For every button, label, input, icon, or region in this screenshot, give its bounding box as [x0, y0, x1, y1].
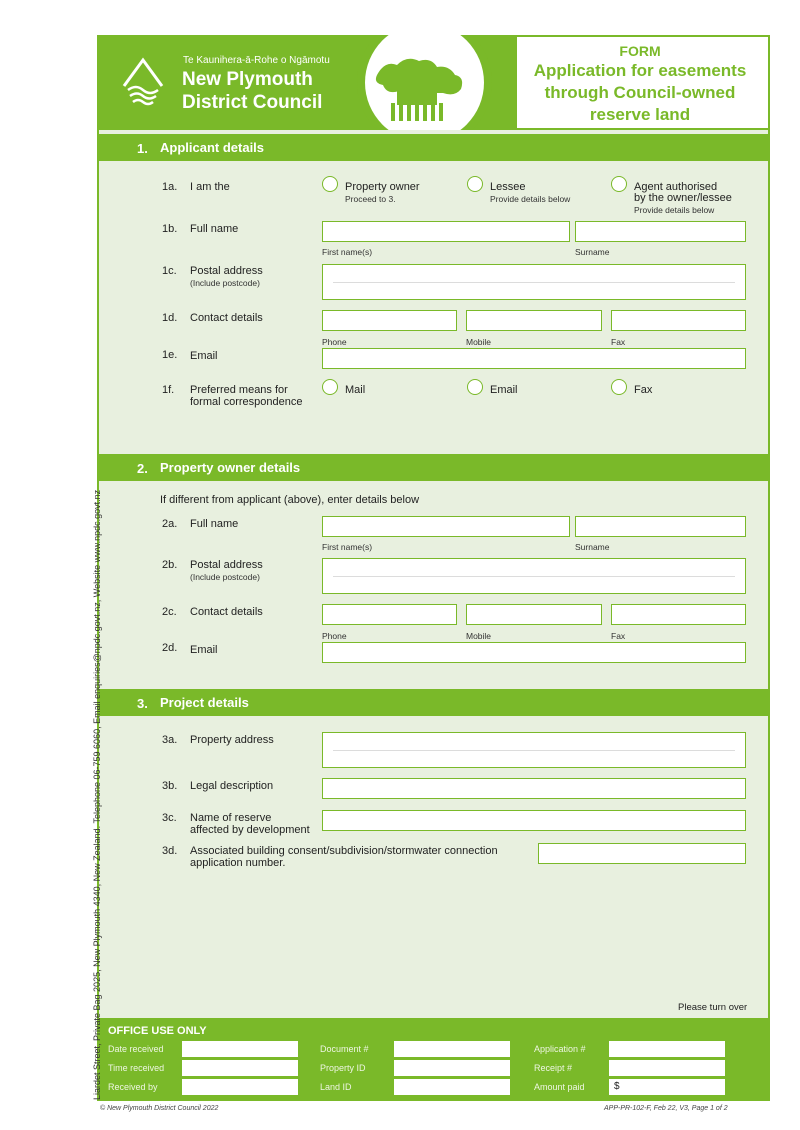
form-title-line3: reserve land — [589, 105, 691, 124]
option-email: Email — [490, 384, 518, 396]
application-number-input[interactable] — [609, 1041, 725, 1057]
applicant-first-name-input[interactable] — [322, 221, 570, 242]
radio-correspondence-mail[interactable] — [322, 379, 338, 395]
section-1-number: 1. — [137, 141, 148, 156]
q2a-number: 2a. — [162, 518, 178, 530]
owner-phone-input[interactable] — [322, 604, 457, 625]
section-1-bar — [97, 134, 770, 161]
q2d-label: Email — [190, 644, 218, 656]
option-agent-line2: by the owner/lessee — [634, 192, 732, 204]
form-label: FORM — [619, 43, 661, 59]
office-use-title: OFFICE USE ONLY — [108, 1025, 207, 1037]
mobile-caption: Mobile — [466, 337, 492, 347]
form-title — [520, 60, 760, 126]
radio-property-owner[interactable] — [322, 176, 338, 192]
amount-paid-input[interactable] — [609, 1079, 725, 1095]
q1c-label: Postal address — [190, 265, 263, 277]
radio-lessee[interactable] — [467, 176, 483, 192]
footer-copyright: © New Plymouth District Council 2022 — [100, 1105, 219, 1112]
q2c-number: 2c. — [162, 606, 177, 618]
received-by-input[interactable] — [182, 1079, 298, 1095]
property-id-label: Property ID — [320, 1063, 366, 1073]
property-address-input[interactable] — [322, 732, 746, 768]
received-by-label: Received by — [108, 1082, 158, 1092]
q2d-number: 2d. — [162, 642, 178, 654]
time-received-input[interactable] — [182, 1060, 298, 1076]
contact-sidebar-text: Liardet Street, Private Bag 2025, New Plymouth 4340, New Zealand. Telephone 06-759 6060, Email enquiries@npdc.govt.nz, Website www.npdc.govt.nz — [92, 489, 102, 1100]
turn-over-note: Please turn over — [678, 1002, 748, 1013]
q3d-label-line2: application number. — [190, 857, 286, 869]
applicant-postal-address-input[interactable] — [322, 264, 746, 300]
owner-fax-input[interactable] — [611, 604, 746, 625]
applicant-phone-input[interactable] — [322, 310, 457, 331]
option-property-owner-hint: Proceed to 3. — [345, 194, 396, 204]
council-name-line1: New Plymouth — [182, 69, 313, 90]
q3d-number: 3d. — [162, 845, 178, 857]
receipt-number-input[interactable] — [609, 1060, 725, 1076]
q1e-number: 1e. — [162, 349, 178, 361]
owner-mobile-caption: Mobile — [466, 631, 492, 641]
applicant-surname-input[interactable] — [575, 221, 746, 242]
tree-emblem — [357, 35, 492, 130]
q1d-label: Contact details — [190, 312, 263, 324]
option-mail: Mail — [345, 384, 366, 396]
time-received-label: Time received — [108, 1063, 165, 1073]
applicant-email-input[interactable] — [322, 348, 746, 369]
land-id-label: Land ID — [320, 1082, 352, 1092]
council-name — [182, 68, 322, 114]
owner-postal-address-input[interactable] — [322, 558, 746, 594]
option-agent-line1: Agent authorised — [634, 181, 718, 193]
consent-number-input[interactable] — [538, 843, 746, 864]
radio-agent[interactable] — [611, 176, 627, 192]
q1b-label: Full name — [190, 223, 239, 235]
option-fax: Fax — [634, 384, 653, 396]
surname-caption: Surname — [575, 247, 610, 257]
owner-surname-input[interactable] — [575, 516, 746, 537]
owner-first-name-caption: First name(s) — [322, 542, 373, 552]
option-lessee-hint: Provide details below — [490, 194, 571, 204]
council-name-line2: District Council — [182, 92, 323, 113]
q3c-number: 3c. — [162, 812, 177, 824]
q1b-number: 1b. — [162, 223, 178, 235]
q3a-label: Property address — [190, 734, 274, 746]
q1f-number: 1f. — [162, 384, 175, 396]
q2b-label: Postal address — [190, 559, 263, 571]
owner-email-input[interactable] — [322, 642, 746, 663]
q2a-label: Full name — [190, 518, 239, 530]
form-title-line1: Application for easements — [533, 61, 747, 80]
dollar-sign: $ — [614, 1081, 620, 1092]
option-property-owner: Property owner — [345, 181, 420, 193]
legal-description-input[interactable] — [322, 778, 746, 799]
owner-surname-caption: Surname — [575, 542, 610, 552]
q3b-number: 3b. — [162, 780, 178, 792]
phone-caption: Phone — [322, 337, 347, 347]
kaunihera-text: Te Kaunihera-ā-Rohe o Ngāmotu — [183, 55, 330, 66]
section-1-title: Applicant details — [160, 140, 265, 155]
q1e-label: Email — [190, 350, 218, 362]
applicant-mobile-input[interactable] — [466, 310, 602, 331]
tree-icon — [357, 35, 492, 130]
form-title-line2: through Council-owned — [544, 83, 736, 102]
amount-paid-label: Amount paid — [534, 1082, 585, 1092]
q2b-hint: (Include postcode) — [190, 572, 260, 582]
date-received-input[interactable] — [182, 1041, 298, 1057]
section-2-intro: If different from applicant (above), enter details below — [160, 494, 420, 506]
q3c-label-line1: Name of reserve — [190, 812, 272, 824]
q1d-number: 1d. — [162, 312, 178, 324]
q3d-label-line1: Associated building consent/subdivision/stormwater connection — [190, 845, 498, 857]
section-3-bar — [97, 689, 770, 716]
q1f-label-line1: Preferred means for — [190, 384, 288, 396]
section-2-bar — [97, 454, 770, 481]
radio-correspondence-fax[interactable] — [611, 379, 627, 395]
q1f-label-line2: formal correspondence — [190, 396, 303, 408]
q2b-number: 2b. — [162, 559, 178, 571]
owner-phone-caption: Phone — [322, 631, 347, 641]
land-id-input[interactable] — [394, 1079, 510, 1095]
q1c-hint: (Include postcode) — [190, 278, 260, 288]
property-id-input[interactable] — [394, 1060, 510, 1076]
date-received-label: Date received — [108, 1044, 164, 1054]
owner-first-name-input[interactable] — [322, 516, 570, 537]
q3a-number: 3a. — [162, 734, 178, 746]
application-number-label: Application # — [534, 1044, 586, 1054]
option-agent-hint: Provide details below — [634, 205, 715, 215]
owner-mobile-input[interactable] — [466, 604, 602, 625]
q3c-label-line2: affected by development — [190, 824, 310, 836]
mountain-logo-icon — [122, 56, 164, 108]
document-number-label: Document # — [320, 1044, 369, 1054]
first-name-caption: First name(s) — [322, 247, 373, 257]
fax-caption: Fax — [611, 337, 626, 347]
footer-reference: APP-PR-102-F, Feb 22, V3, Page 1 of 2 — [604, 1105, 728, 1112]
option-lessee: Lessee — [490, 181, 526, 193]
applicant-fax-input[interactable] — [611, 310, 746, 331]
reserve-name-input[interactable] — [322, 810, 746, 831]
section-2-title: Property owner details — [160, 460, 301, 475]
section-3-title: Project details — [160, 695, 249, 710]
q1c-number: 1c. — [162, 265, 177, 277]
owner-fax-caption: Fax — [611, 631, 626, 641]
q3b-label: Legal description — [190, 780, 274, 792]
q1a-label: I am the — [190, 181, 230, 193]
receipt-number-label: Receipt # — [534, 1063, 573, 1073]
q1a-number: 1a. — [162, 181, 178, 193]
radio-correspondence-email[interactable] — [467, 379, 483, 395]
document-number-input[interactable] — [394, 1041, 510, 1057]
section-2-number: 2. — [137, 461, 148, 476]
section-3-number: 3. — [137, 696, 148, 711]
q2c-label: Contact details — [190, 606, 263, 618]
